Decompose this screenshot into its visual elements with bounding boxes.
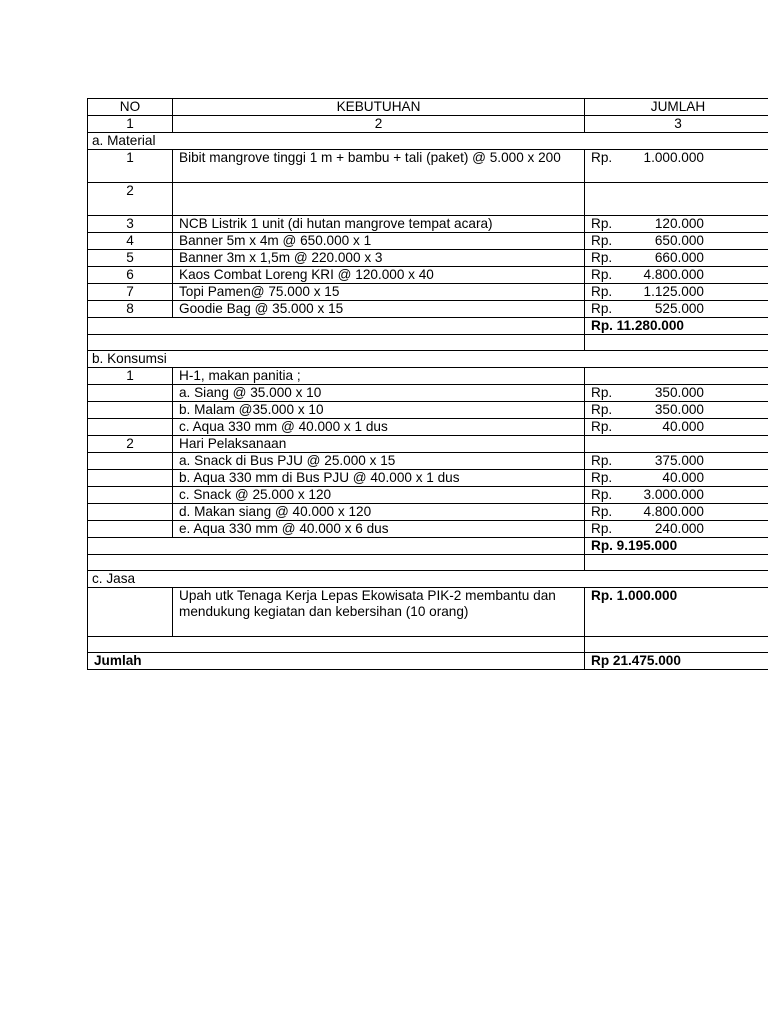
amount-cell xyxy=(585,150,768,183)
material-row xyxy=(88,284,768,301)
item-no-blank xyxy=(88,487,173,504)
amount-cell xyxy=(585,301,768,318)
amount-cell xyxy=(585,521,768,538)
material-row xyxy=(88,250,768,267)
amount-cell xyxy=(585,487,768,504)
konsumsi-row xyxy=(88,453,768,470)
currency-label: Rp. xyxy=(591,216,613,231)
blank-cell xyxy=(88,637,585,653)
amount-value: 4.800.000 xyxy=(643,504,704,519)
currency-label: Rp. xyxy=(591,402,613,417)
item-desc: c. Aqua 330 mm @ 40.000 x 1 dus xyxy=(173,419,585,436)
konsumsi-row xyxy=(88,385,768,402)
item-no-blank xyxy=(88,402,173,419)
currency-label: Rp. xyxy=(591,521,613,536)
amount-value: 1.000.000 xyxy=(643,150,704,165)
amount-wrap xyxy=(591,267,765,283)
amount-value: 1.125.000 xyxy=(643,284,704,299)
column-number-row xyxy=(88,116,768,133)
amount-value: 375.000 xyxy=(654,453,704,468)
item-no-blank xyxy=(88,588,173,637)
amount-wrap xyxy=(591,487,765,503)
item-desc: a. Snack di Bus PJU @ 25.000 x 15 xyxy=(173,453,585,470)
currency-label: Rp. xyxy=(591,284,613,299)
amount-value: 40.000 xyxy=(662,470,704,485)
item-desc: e. Aqua 330 mm @ 40.000 x 6 dus xyxy=(173,521,585,538)
item-desc: Upah utk Tenaga Kerja Lepas Ekowisata PIK-2 membantu dan mendukung kegiatan dan kebersihan (10 orang) xyxy=(173,588,585,637)
amount-wrap xyxy=(591,419,765,435)
amount-value: 350.000 xyxy=(654,402,704,417)
material-row xyxy=(88,183,768,216)
amount-value: 3.000.000 xyxy=(643,487,704,502)
blank-row xyxy=(88,637,768,653)
currency-label: Rp. xyxy=(591,504,613,519)
material-row xyxy=(88,150,768,183)
section-title: b. Konsumsi xyxy=(88,351,768,368)
amount-cell xyxy=(585,216,768,233)
currency-label: Rp. xyxy=(591,487,613,502)
item-no-blank xyxy=(88,419,173,436)
amount-value: 40.000 xyxy=(662,419,704,434)
item-no: 5 xyxy=(88,250,173,267)
amount-wrap xyxy=(591,284,765,300)
item-no: 6 xyxy=(88,267,173,284)
subtotal-amount: Rp. 9.195.000 xyxy=(585,538,768,555)
konsumsi-row xyxy=(88,419,768,436)
budget-table xyxy=(87,98,768,670)
amount-cell xyxy=(585,402,768,419)
item-desc xyxy=(173,183,585,216)
grand-total-row xyxy=(88,653,768,670)
material-row xyxy=(88,233,768,250)
amount-wrap xyxy=(591,402,765,418)
item-desc: d. Makan siang @ 40.000 x 120 xyxy=(173,504,585,521)
header-row xyxy=(88,99,768,116)
group-title: Hari Pelaksanaan xyxy=(173,436,585,453)
amount-wrap xyxy=(591,385,765,401)
amount-value: 660.000 xyxy=(654,250,704,265)
subtotal-row xyxy=(88,318,768,335)
header-kebutuhan: KEBUTUHAN xyxy=(173,99,585,116)
blank-row xyxy=(88,335,768,351)
jasa-row xyxy=(88,588,768,637)
item-desc: Topi Pamen@ 75.000 x 15 xyxy=(173,284,585,301)
currency-label: Rp. xyxy=(591,301,613,316)
blank-cell xyxy=(88,335,585,351)
budget-table-body xyxy=(88,99,768,670)
subtotal-spacer xyxy=(88,318,585,335)
item-no: 2 xyxy=(88,183,173,216)
grand-total-label: Jumlah xyxy=(88,653,585,670)
amount-value: 120.000 xyxy=(654,216,704,231)
amount-wrap xyxy=(591,470,765,486)
konsumsi-row xyxy=(88,487,768,504)
item-no: 4 xyxy=(88,233,173,250)
amount-value: 4.800.000 xyxy=(643,267,704,282)
item-desc: b. Malam @35.000 x 10 xyxy=(173,402,585,419)
amount-value: 240.000 xyxy=(654,521,704,536)
konsumsi-group-row xyxy=(88,368,768,385)
amount-cell xyxy=(585,267,768,284)
amount-wrap xyxy=(591,453,765,469)
section-konsumsi xyxy=(88,351,768,368)
section-material xyxy=(88,133,768,150)
item-desc: Goodie Bag @ 35.000 x 15 xyxy=(173,301,585,318)
amount-cell xyxy=(585,284,768,301)
item-no-blank xyxy=(88,521,173,538)
amount-cell xyxy=(585,470,768,487)
colnum-1: 1 xyxy=(88,116,173,133)
amount-cell xyxy=(585,453,768,470)
item-desc: Bibit mangrove tinggi 1 m + bambu + tali (paket) @ 5.000 x 200 xyxy=(173,150,585,183)
item-desc: a. Siang @ 35.000 x 10 xyxy=(173,385,585,402)
group-amount-blank xyxy=(585,368,768,385)
section-title: c. Jasa xyxy=(88,571,768,588)
amount-cell xyxy=(585,233,768,250)
item-no-blank xyxy=(88,385,173,402)
amount-cell xyxy=(585,504,768,521)
amount-cell xyxy=(585,385,768,402)
group-title: H-1, makan panitia ; xyxy=(173,368,585,385)
item-no-blank xyxy=(88,453,173,470)
colnum-2: 2 xyxy=(173,116,585,133)
amount-value: 650.000 xyxy=(654,233,704,248)
subtotal-amount: Rp. 11.280.000 xyxy=(585,318,768,335)
amount-wrap xyxy=(591,301,765,317)
item-desc: Banner 5m x 4m @ 650.000 x 1 xyxy=(173,233,585,250)
item-no: 1 xyxy=(88,150,173,183)
amount-value: 525.000 xyxy=(654,301,704,316)
amount-cell xyxy=(585,250,768,267)
group-amount-blank xyxy=(585,436,768,453)
jasa-amount: Rp. 1.000.000 xyxy=(585,588,768,637)
item-desc: b. Aqua 330 mm di Bus PJU @ 40.000 x 1 dus xyxy=(173,470,585,487)
currency-label: Rp. xyxy=(591,267,613,282)
header-no: NO xyxy=(88,99,173,116)
currency-label: Rp. xyxy=(591,419,613,434)
item-desc: Banner 3m x 1,5m @ 220.000 x 3 xyxy=(173,250,585,267)
header-jumlah: JUMLAH xyxy=(585,99,768,116)
material-row xyxy=(88,267,768,284)
blank-cell xyxy=(585,637,768,653)
konsumsi-row xyxy=(88,521,768,538)
item-no: 7 xyxy=(88,284,173,301)
colnum-3: 3 xyxy=(585,116,768,133)
amount-wrap xyxy=(591,250,765,266)
subtotal-spacer xyxy=(88,538,585,555)
currency-label: Rp. xyxy=(591,385,613,400)
konsumsi-row xyxy=(88,470,768,487)
item-no: 8 xyxy=(88,301,173,318)
group-no: 1 xyxy=(88,368,173,385)
amount-wrap xyxy=(591,216,765,232)
konsumsi-row xyxy=(88,402,768,419)
currency-label: Rp. xyxy=(591,150,613,165)
blank-cell xyxy=(585,555,768,571)
konsumsi-group-row xyxy=(88,436,768,453)
item-no-blank xyxy=(88,504,173,521)
amount-value: 350.000 xyxy=(654,385,704,400)
amount-wrap xyxy=(591,521,765,537)
material-row xyxy=(88,216,768,233)
blank-row xyxy=(88,555,768,571)
currency-label: Rp. xyxy=(591,250,613,265)
blank-cell xyxy=(585,335,768,351)
section-jasa xyxy=(88,571,768,588)
currency-label: Rp. xyxy=(591,453,613,468)
konsumsi-row xyxy=(88,504,768,521)
amount-cell xyxy=(585,419,768,436)
material-row xyxy=(88,301,768,318)
item-desc: c. Snack @ 25.000 x 120 xyxy=(173,487,585,504)
subtotal-row xyxy=(88,538,768,555)
currency-label: Rp. xyxy=(591,470,613,485)
item-no: 3 xyxy=(88,216,173,233)
amount-cell xyxy=(585,183,768,216)
section-title: a. Material xyxy=(88,133,768,150)
currency-label: Rp. xyxy=(591,233,613,248)
amount-wrap xyxy=(591,233,765,249)
item-desc: NCB Listrik 1 unit (di hutan mangrove tempat acara) xyxy=(173,216,585,233)
grand-total-amount: Rp 21.475.000 xyxy=(585,653,768,670)
group-no: 2 xyxy=(88,436,173,453)
item-no-blank xyxy=(88,470,173,487)
amount-wrap xyxy=(591,504,765,520)
blank-cell xyxy=(88,555,585,571)
amount-wrap xyxy=(591,150,765,166)
item-desc: Kaos Combat Loreng KRI @ 120.000 x 40 xyxy=(173,267,585,284)
